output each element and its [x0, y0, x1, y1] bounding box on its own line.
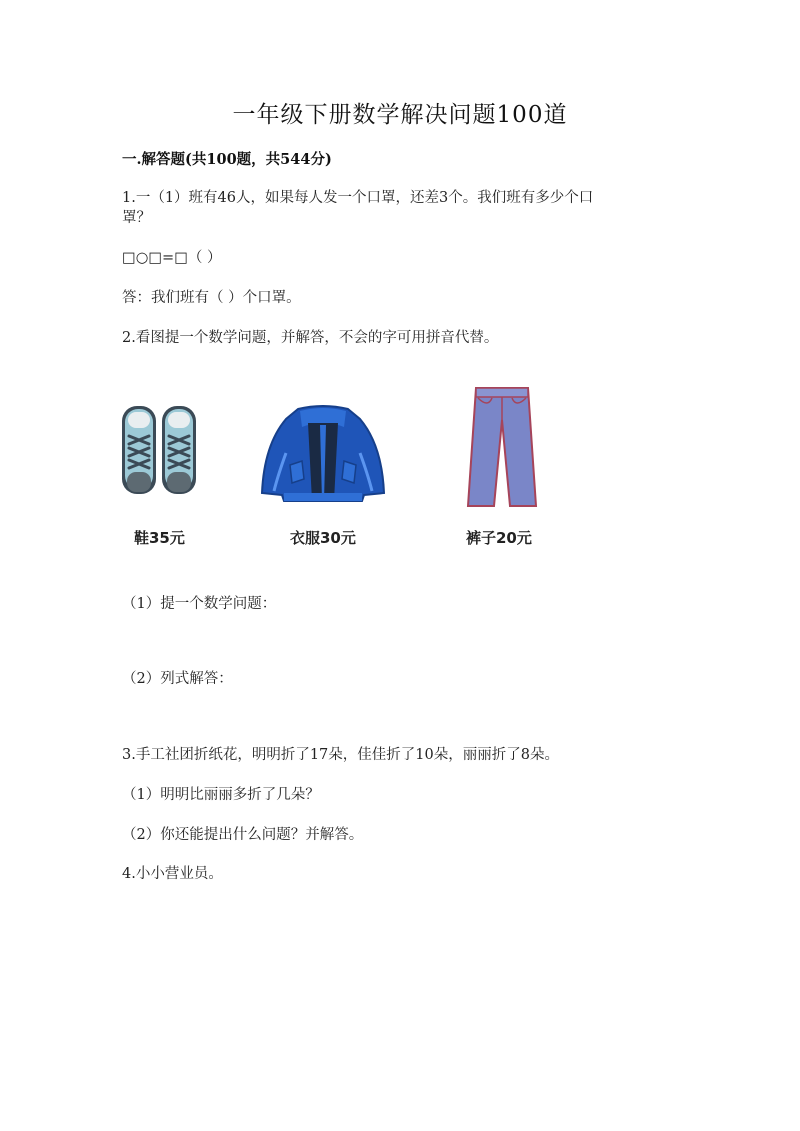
shoes-item [118, 400, 200, 502]
shoes-icon [118, 400, 200, 502]
page-title: 一年级下册数学解决问题100道 [232, 102, 568, 128]
pants-price-label: 裤子20元 [466, 529, 532, 547]
question-3-sub-2: （2）你还能提出什么问题？并解答。 [122, 827, 364, 843]
question-1-answer: 答：我们班有（ ）个口罩。 [122, 290, 301, 306]
section-heading: 一.解答题(共100题，共544分) [122, 151, 332, 168]
shoes-price-label: 鞋35元 [134, 529, 185, 547]
jacket-item [260, 405, 386, 505]
pants-item [462, 386, 542, 508]
question-4-text: 4.小小营业员。 [122, 866, 223, 882]
pants-icon [462, 386, 542, 508]
question-2-sub-1: （1）提一个数学问题： [122, 596, 277, 612]
question-3-sub-1: （1）明明比丽丽多折了几朵？ [122, 787, 320, 803]
question-1-formula: □○□=□（ ） [122, 250, 222, 266]
question-3-text: 3.手工社团折纸花，明明折了17朵，佳佳折了10朵，丽丽折了8朵。 [122, 747, 559, 763]
jacket-icon [260, 405, 386, 505]
question-1-line-2: 罩？ [122, 210, 151, 226]
question-2-text: 2.看图提一个数学问题，并解答，不会的字可用拼音代替。 [122, 330, 499, 346]
question-2-sub-2: （2）列式解答： [122, 671, 233, 687]
jacket-price-label: 衣服30元 [290, 529, 356, 547]
question-1-line-1: 1.一（1）班有46人，如果每人发一个口罩，还差3个。我们班有多少个口 [122, 190, 594, 206]
